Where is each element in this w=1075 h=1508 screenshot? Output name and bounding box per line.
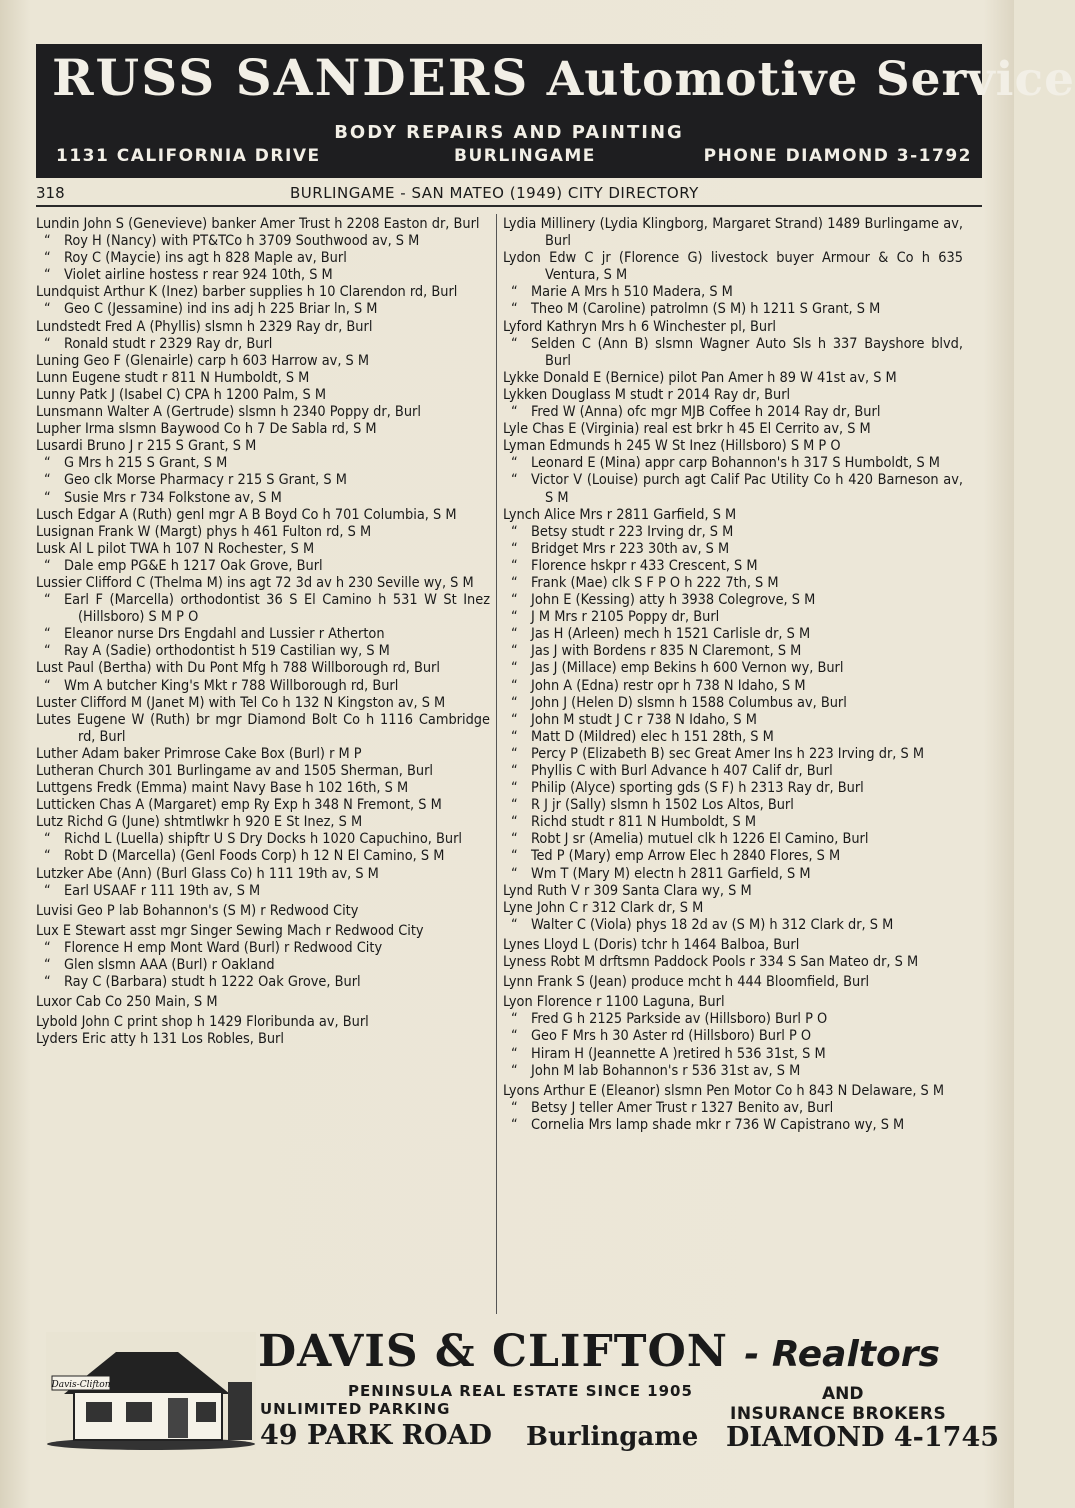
ditto-mark: “: [511, 814, 518, 831]
directory-entry: [503, 1117, 963, 1134]
directory-entry: [503, 797, 963, 814]
ditto-mark: “: [511, 660, 518, 677]
directory-entry: [36, 301, 490, 318]
directory-entry: [503, 626, 963, 643]
entry-text: Luvisi Geo P lab Bohannon's (S M) r Redwood City: [36, 902, 359, 919]
directory-entry: [503, 695, 963, 712]
ad-address: 1131 CALIFORNIA DRIVE: [56, 146, 321, 166]
ditto-mark: “: [511, 557, 518, 574]
entry-text: Dale emp PG&E h 1217 Oak Grove, Burl: [64, 557, 323, 574]
entry-text: Lutes Eugene W (Ruth) br mgr Diamond Bolt Co h 1116 Cambridge rd, Burl: [36, 711, 490, 745]
directory-entry: [36, 541, 490, 558]
entry-text: Lutz Richd G (June) shtmtlwkr h 920 E St Inez, S M: [36, 814, 363, 831]
ditto-mark: “: [511, 831, 518, 848]
entry-text: John M lab Bohannon's r 536 31st av, S M: [531, 1062, 801, 1079]
directory-entry: [36, 957, 490, 974]
ad-phone: PHONE DIAMOND 3-1792: [703, 146, 972, 166]
entry-text: Lyders Eric atty h 131 Los Robles, Burl: [36, 1031, 284, 1048]
entry-text: Theo M (Caroline) patrolmn (S M) h 1211 S Grant, S M: [531, 301, 881, 318]
ad-realtor-city: Burlingame: [526, 1422, 699, 1452]
ditto-mark: “: [511, 472, 518, 489]
entry-text: Lundin John S (Genevieve) banker Amer Trust h 2208 Easton dr, Burl: [36, 216, 480, 232]
entry-text: Wm A butcher King's Mkt r 788 Willborough rd, Burl: [64, 677, 399, 694]
entry-text: Lydon Edw C jr (Florence G) livestock buyer Armour & Co h 635 Ventura, S M: [503, 250, 963, 284]
entry-text: Lykke Donald E (Bernice) pilot Pan Amer h 89 W 41st av, S M: [503, 369, 897, 386]
entry-text: Geo C (Jessamine) ind ins adj h 225 Briar ln, S M: [64, 301, 378, 318]
entry-text: Lynn Frank S (Jean) produce mcht h 444 Bloomfield, Burl: [503, 974, 870, 991]
entry-text: Ronald studt r 2329 Ray dr, Burl: [64, 335, 273, 352]
header-rule: [36, 205, 982, 207]
entry-text: Lunsmann Walter A (Gertrude) slsmn h 2340 Poppy dr, Burl: [36, 404, 421, 421]
directory-entry: [503, 387, 963, 404]
entry-text: Frank (Mae) clk S F P O h 222 7th, S M: [531, 574, 779, 591]
ditto-mark: “: [511, 301, 518, 318]
directory-entry: [36, 387, 490, 404]
entry-text: John M studt J C r 738 N Idaho, S M: [531, 711, 757, 728]
entry-text: Luxor Cab Co 250 Main, S M: [36, 994, 218, 1011]
entry-text: Fred G h 2125 Parkside av (Hillsboro) Burl P O: [531, 1011, 828, 1028]
entry-text: Marie A Mrs h 510 Madera, S M: [531, 284, 733, 301]
ditto-mark: “: [44, 472, 51, 489]
directory-entry: [503, 883, 963, 900]
ditto-mark: “: [44, 267, 51, 284]
entry-text: Lusk Al L pilot TWA h 107 N Rochester, S M: [36, 540, 315, 557]
directory-entry: [36, 660, 490, 677]
russ-sanders-advertisement: [36, 44, 1075, 178]
entry-text: R J jr (Sally) slsmn h 1502 Los Altos, Burl: [531, 797, 794, 814]
entry-text: Wm T (Mary M) electn h 2811 Garfield, S M: [531, 865, 811, 882]
entry-text: Jas J with Bordens r 835 N Claremont, S M: [531, 643, 802, 660]
directory-entry: [36, 883, 490, 900]
ditto-mark: “: [511, 540, 518, 557]
ditto-mark: “: [511, 626, 518, 643]
ad-realtor-firm: DAVIS & CLIFTON: [258, 1326, 729, 1377]
entry-text: Susie Mrs r 734 Folkstone av, S M: [64, 489, 282, 506]
directory-entry: [503, 438, 963, 455]
directory-entry: [503, 507, 963, 524]
entry-text: Lybold John C print shop h 1429 Floribunda av, Burl: [36, 1014, 369, 1031]
entry-text: Cornelia Mrs lamp shade mkr r 736 W Capistrano wy, S M: [531, 1116, 905, 1133]
directory-entry: [36, 233, 490, 250]
ad-realtor-suffix: - Realtors: [744, 1334, 940, 1375]
entry-text: Lyman Edmunds h 245 W St Inez (Hillsboro) S M P O: [503, 438, 841, 455]
entry-text: Earl F (Marcella) orthodontist 36 S El Camino h 531 W St Inez (Hillsboro) S M P O: [64, 592, 490, 626]
entry-text: Fred W (Anna) ofc mgr MJB Coffee h 2014 Ray dr, Burl: [531, 404, 881, 421]
entry-text: Lust Paul (Bertha) with Du Pont Mfg h 788 Willborough rd, Burl: [36, 660, 440, 677]
entry-text: Geo clk Morse Pharmacy r 215 S Grant, S M: [64, 472, 347, 489]
directory-entry: [503, 900, 963, 917]
directory-entry: [503, 729, 963, 746]
ad-parking: UNLIMITED PARKING: [260, 1400, 451, 1418]
ditto-mark: “: [511, 455, 518, 472]
directory-entry: [36, 797, 490, 814]
directory-entry: [36, 746, 490, 763]
ditto-mark: “: [511, 711, 518, 728]
directory-entry: [36, 250, 490, 267]
ditto-mark: “: [511, 1116, 518, 1133]
directory-entry: [36, 284, 490, 301]
house-illustration: [46, 1332, 256, 1450]
entry-text: Ray A (Sadie) orthodontist h 519 Castilian wy, S M: [64, 643, 390, 660]
directory-entry: [36, 626, 490, 643]
directory-entry: [503, 301, 963, 318]
directory-entry: [36, 695, 490, 712]
entry-text: Earl USAAF r 111 19th av, S M: [64, 882, 261, 899]
entry-text: Lydia Millinery (Lydia Klingborg, Margaret Strand) 1489 Burlingame av, Burl: [503, 216, 963, 250]
directory-entry: [36, 643, 490, 660]
directory-entry: [36, 831, 490, 848]
entry-text: Ray C (Barbara) studt h 1222 Oak Grove, Burl: [64, 974, 361, 991]
directory-entry: [503, 250, 963, 284]
directory-entry: [36, 1014, 490, 1031]
entry-text: Lunn Eugene studt r 811 N Humboldt, S M: [36, 369, 310, 386]
directory-entry: [503, 1083, 963, 1100]
directory-entry: [503, 763, 963, 780]
entry-text: Leonard E (Mina) appr carp Bohannon's h 317 S Humboldt, S M: [531, 455, 940, 472]
ditto-mark: “: [511, 677, 518, 694]
directory-entry: [503, 319, 963, 336]
entry-text: Lundquist Arthur K (Inez) barber supplies h 10 Clarendon rd, Burl: [36, 284, 458, 301]
directory-entry: [503, 1011, 963, 1028]
directory-entry: [36, 974, 490, 991]
entry-text: Glen slsmn AAA (Burl) r Oakland: [64, 957, 275, 974]
entry-text: Lutzker Abe (Ann) (Burl Glass Co) h 111 19th av, S M: [36, 865, 379, 882]
entry-text: G Mrs h 215 S Grant, S M: [64, 455, 228, 472]
ad-business-type: Automotive Service: [546, 52, 1075, 107]
entry-text: Walter C (Viola) phys 18 2d av (S M) h 312 Clark dr, S M: [531, 916, 894, 933]
directory-entry: [36, 923, 490, 940]
directory-entry: [503, 814, 963, 831]
directory-entry: [36, 780, 490, 797]
directory-entry: [36, 575, 490, 592]
directory-entry: [503, 866, 963, 883]
entry-text: Florence H emp Mont Ward (Burl) r Redwood City: [64, 939, 383, 956]
entry-text: Philip (Alyce) sporting gds (S F) h 2313 Ray dr, Burl: [531, 780, 864, 797]
directory-entry: [36, 903, 490, 920]
ditto-mark: “: [511, 284, 518, 301]
directory-entry: [36, 592, 490, 626]
ditto-mark: “: [511, 797, 518, 814]
entry-text: Geo F Mrs h 30 Aster rd (Hillsboro) Burl P O: [531, 1028, 812, 1045]
entry-text: Betsy J teller Amer Trust r 1327 Benito av, Burl: [531, 1099, 834, 1116]
ditto-mark: “: [511, 609, 518, 626]
entry-text: Luther Adam baker Primrose Cake Box (Burl) r M P: [36, 745, 362, 762]
entry-text: Lunny Patk J (Isabel C) CPA h 1200 Palm, S M: [36, 386, 326, 403]
page-number: 318: [36, 184, 65, 202]
entry-text: Lyness Robt M drftsmn Paddock Pools r 334 S San Mateo dr, S M: [503, 954, 919, 971]
ditto-mark: “: [511, 745, 518, 762]
directory-entry: [503, 216, 963, 250]
entry-text: Luster Clifford M (Janet M) with Tel Co h 132 N Kingston av, S M: [36, 694, 446, 711]
directory-entry: [503, 660, 963, 677]
entry-text: Lusignan Frank W (Margt) phys h 461 Fulton rd, S M: [36, 523, 372, 540]
entry-text: John E (Kessing) atty h 3938 Colegrove, S M: [531, 592, 816, 609]
ditto-mark: “: [44, 233, 51, 250]
entry-text: Lyon Florence r 1100 Laguna, Burl: [503, 994, 725, 1011]
ditto-mark: “: [511, 1028, 518, 1045]
entry-text: Percy P (Elizabeth B) sec Great Amer Ins h 223 Irving dr, S M: [531, 745, 924, 762]
ditto-mark: “: [44, 677, 51, 694]
entry-text: Lykken Douglass M studt r 2014 Ray dr, Burl: [503, 386, 791, 403]
ditto-mark: “: [511, 848, 518, 865]
directory-entry: [503, 831, 963, 848]
ad-and: AND: [822, 1384, 864, 1404]
entry-text: Lynd Ruth V r 309 Santa Clara wy, S M: [503, 882, 752, 899]
entry-text: Lutheran Church 301 Burlingame av and 1505 Sherman, Burl: [36, 763, 434, 779]
entry-text: Robt D (Marcella) (Genl Foods Corp) h 12 N El Camino, S M: [64, 848, 445, 865]
ditto-mark: “: [44, 974, 51, 991]
directory-entry: [36, 353, 490, 370]
ditto-mark: “: [511, 643, 518, 660]
directory-entry: [36, 678, 490, 695]
column-divider: [496, 214, 497, 1314]
directory-entry: [36, 490, 490, 507]
directory-entry: [36, 507, 490, 524]
running-head: BURLINGAME - SAN MATEO (1949) CITY DIRECTORY: [290, 184, 699, 202]
directory-entry: [503, 472, 963, 506]
directory-entry: [503, 558, 963, 575]
ad-realtor-name: [258, 1326, 940, 1377]
entry-text: Lusch Edgar A (Ruth) genl mgr A B Boyd Co h 701 Columbia, S M: [36, 506, 457, 523]
entry-text: Betsy studt r 223 Irving dr, S M: [531, 523, 734, 540]
ditto-mark: “: [511, 916, 518, 933]
directory-entry: [36, 267, 490, 284]
entry-text: Violet airline hostess r rear 924 10th, S M: [64, 267, 333, 284]
entry-text: Lyne John C r 312 Clark dr, S M: [503, 899, 704, 916]
entry-text: Jas H (Arleen) mech h 1521 Carlisle dr, S M: [531, 626, 811, 643]
entry-text: John A (Edna) restr opr h 738 N Idaho, S M: [531, 677, 806, 694]
directory-entry: [36, 558, 490, 575]
ditto-mark: “: [511, 763, 518, 779]
ditto-mark: “: [44, 882, 51, 899]
ditto-mark: “: [44, 489, 51, 506]
ditto-mark: “: [44, 301, 51, 318]
ditto-mark: “: [511, 1099, 518, 1116]
entry-text: Luttgens Fredk (Emma) maint Navy Base h 102 16th, S M: [36, 780, 409, 797]
directory-entry: [36, 421, 490, 438]
directory-entry: [503, 848, 963, 865]
entry-text: Lyons Arthur E (Eleanor) slsmn Pen Motor Co h 843 N Delaware, S M: [503, 1082, 945, 1099]
directory-entry: [36, 712, 490, 746]
entry-text: Richd L (Luella) shipftr U S Dry Docks h 1020 Capuchino, Burl: [64, 831, 463, 848]
ditto-mark: “: [511, 523, 518, 540]
ditto-mark: “: [44, 643, 51, 660]
ditto-mark: “: [44, 557, 51, 574]
ditto-mark: “: [511, 1062, 518, 1079]
entry-text: Robt J sr (Amelia) mutuel clk h 1226 El Camino, Burl: [531, 831, 869, 848]
entry-text: Jas J (Millace) emp Bekins h 600 Vernon wy, Burl: [531, 660, 844, 677]
directory-entry: [503, 937, 963, 954]
ditto-mark: “: [44, 592, 51, 609]
directory-entry: [503, 541, 963, 558]
entry-text: Lundstedt Fred A (Phyllis) slsmn h 2329 Ray dr, Burl: [36, 318, 373, 335]
directory-entry: [503, 954, 963, 971]
right-column: [503, 216, 963, 1134]
entry-text: Lupher Irma slsmn Baywood Co h 7 De Sabla rd, S M: [36, 421, 377, 438]
directory-entry: [503, 994, 963, 1011]
house-sign-text: Davis-Clifton: [51, 1380, 111, 1390]
directory-entry: [503, 336, 963, 370]
ditto-mark: “: [511, 694, 518, 711]
entry-text: Lutticken Chas A (Margaret) emp Ry Exp h 348 N Fremont, S M: [36, 797, 442, 814]
directory-entry: [503, 575, 963, 592]
left-column: [36, 216, 490, 1049]
ad-city: BURLINGAME: [454, 146, 596, 166]
ditto-mark: “: [511, 335, 518, 352]
directory-entry: [503, 643, 963, 660]
directory-entry: [503, 780, 963, 797]
entry-text: Ted P (Mary) emp Arrow Elec h 2840 Flores, S M: [531, 848, 841, 865]
directory-entry: [36, 763, 490, 780]
ditto-mark: “: [511, 728, 518, 745]
ditto-mark: “: [44, 335, 51, 352]
directory-entry: [503, 1028, 963, 1045]
ditto-mark: “: [511, 780, 518, 797]
directory-entry: [503, 370, 963, 387]
directory-entry: [503, 917, 963, 934]
entry-text: Bridget Mrs r 223 30th av, S M: [531, 540, 730, 557]
ditto-mark: “: [511, 1045, 518, 1062]
entry-text: Eleanor nurse Drs Engdahl and Lussier r Atherton: [64, 626, 385, 643]
directory-entry: [503, 404, 963, 421]
ad-insurance: INSURANCE BROKERS: [730, 1404, 947, 1424]
ditto-mark: “: [44, 831, 51, 848]
entry-text: Florence hskpr r 433 Crescent, S M: [531, 557, 758, 574]
directory-entry: [36, 994, 490, 1011]
entry-text: Lynch Alice Mrs r 2811 Garfield, S M: [503, 506, 737, 523]
entry-text: Luning Geo F (Glenairle) carp h 603 Harrow av, S M: [36, 352, 370, 369]
ditto-mark: “: [511, 865, 518, 882]
entry-text: J M Mrs r 2105 Poppy dr, Burl: [531, 609, 720, 626]
ad-realtor-address: 49 PARK ROAD: [260, 1420, 492, 1451]
directory-entry: [36, 524, 490, 541]
ditto-mark: “: [44, 626, 51, 643]
ditto-mark: “: [511, 1011, 518, 1028]
directory-entry: [36, 940, 490, 957]
entry-text: Lyford Kathryn Mrs h 6 Winchester pl, Burl: [503, 318, 777, 335]
ditto-mark: “: [44, 939, 51, 956]
directory-entry: [36, 848, 490, 865]
directory-entry: [503, 712, 963, 729]
directory-entry: [36, 866, 490, 883]
directory-entry: [36, 1031, 490, 1048]
directory-entry: [36, 455, 490, 472]
entry-text: Lyle Chas E (Virginia) real est brkr h 45 El Cerrito av, S M: [503, 421, 871, 438]
entry-text: Phyllis C with Burl Advance h 407 Calif dr, Burl: [531, 763, 833, 779]
ditto-mark: “: [44, 455, 51, 472]
directory-entry: [503, 678, 963, 695]
directory-entry: [503, 609, 963, 626]
directory-entry: [36, 472, 490, 489]
ditto-mark: “: [511, 592, 518, 609]
entry-text: Matt D (Mildred) elec h 151 28th, S M: [531, 728, 774, 745]
entry-text: John J (Helen D) slsmn h 1588 Columbus av, Burl: [531, 694, 847, 711]
davis-clifton-advertisement: [36, 1326, 1000, 1460]
directory-entry: [503, 284, 963, 301]
ditto-mark: “: [511, 574, 518, 591]
entry-text: Hiram H (Jeannette A )retired h 536 31st, S M: [531, 1045, 826, 1062]
directory-entry: [36, 216, 490, 233]
directory-entry: [503, 592, 963, 609]
ad-realtor-phone: DIAMOND 4-1745: [726, 1422, 1000, 1453]
directory-entry: [503, 1046, 963, 1063]
ad-title: [52, 48, 1075, 107]
entry-text: Selden C (Ann B) slsmn Wagner Auto Sls h 337 Bayshore blvd, Burl: [531, 335, 963, 369]
ad-business-name: RUSS SANDERS: [52, 48, 530, 107]
directory-entry: [36, 319, 490, 336]
directory-entry: [36, 370, 490, 387]
directory-entry: [36, 336, 490, 353]
ad-since: PENINSULA REAL ESTATE SINCE 1905: [348, 1382, 693, 1400]
entry-text: Roy H (Nancy) with PT&TCo h 3709 Southwood av, S M: [64, 233, 420, 250]
directory-entry: [503, 746, 963, 763]
directory-entry: [503, 974, 963, 991]
entry-text: Lux E Stewart asst mgr Singer Sewing Mach r Redwood City: [36, 922, 424, 939]
entry-text: Lynes Lloyd L (Doris) tchr h 1464 Balboa, Burl: [503, 936, 800, 953]
directory-entry: [503, 524, 963, 541]
directory-entry: [503, 455, 963, 472]
ditto-mark: “: [44, 250, 51, 267]
directory-entry: [36, 404, 490, 421]
entry-text: Victor V (Louise) purch agt Calif Pac Utility Co h 420 Barneson av, S M: [531, 472, 963, 506]
ad-tagline: BODY REPAIRS AND PAINTING: [334, 122, 684, 143]
entry-text: Richd studt r 811 N Humboldt, S M: [531, 814, 757, 831]
directory-entry: [36, 438, 490, 455]
directory-entry: [503, 421, 963, 438]
ditto-mark: “: [511, 404, 518, 421]
entry-text: Roy C (Maycie) ins agt h 828 Maple av, Burl: [64, 250, 347, 267]
directory-entry: [503, 1063, 963, 1080]
entry-text: Lussier Clifford C (Thelma M) ins agt 72 3d av h 230 Seville wy, S M: [36, 574, 474, 591]
ditto-mark: “: [44, 957, 51, 974]
directory-entry: [36, 814, 490, 831]
entry-text: Lusardi Bruno J r 215 S Grant, S M: [36, 438, 257, 455]
ditto-mark: “: [44, 848, 51, 865]
directory-entry: [503, 1100, 963, 1117]
